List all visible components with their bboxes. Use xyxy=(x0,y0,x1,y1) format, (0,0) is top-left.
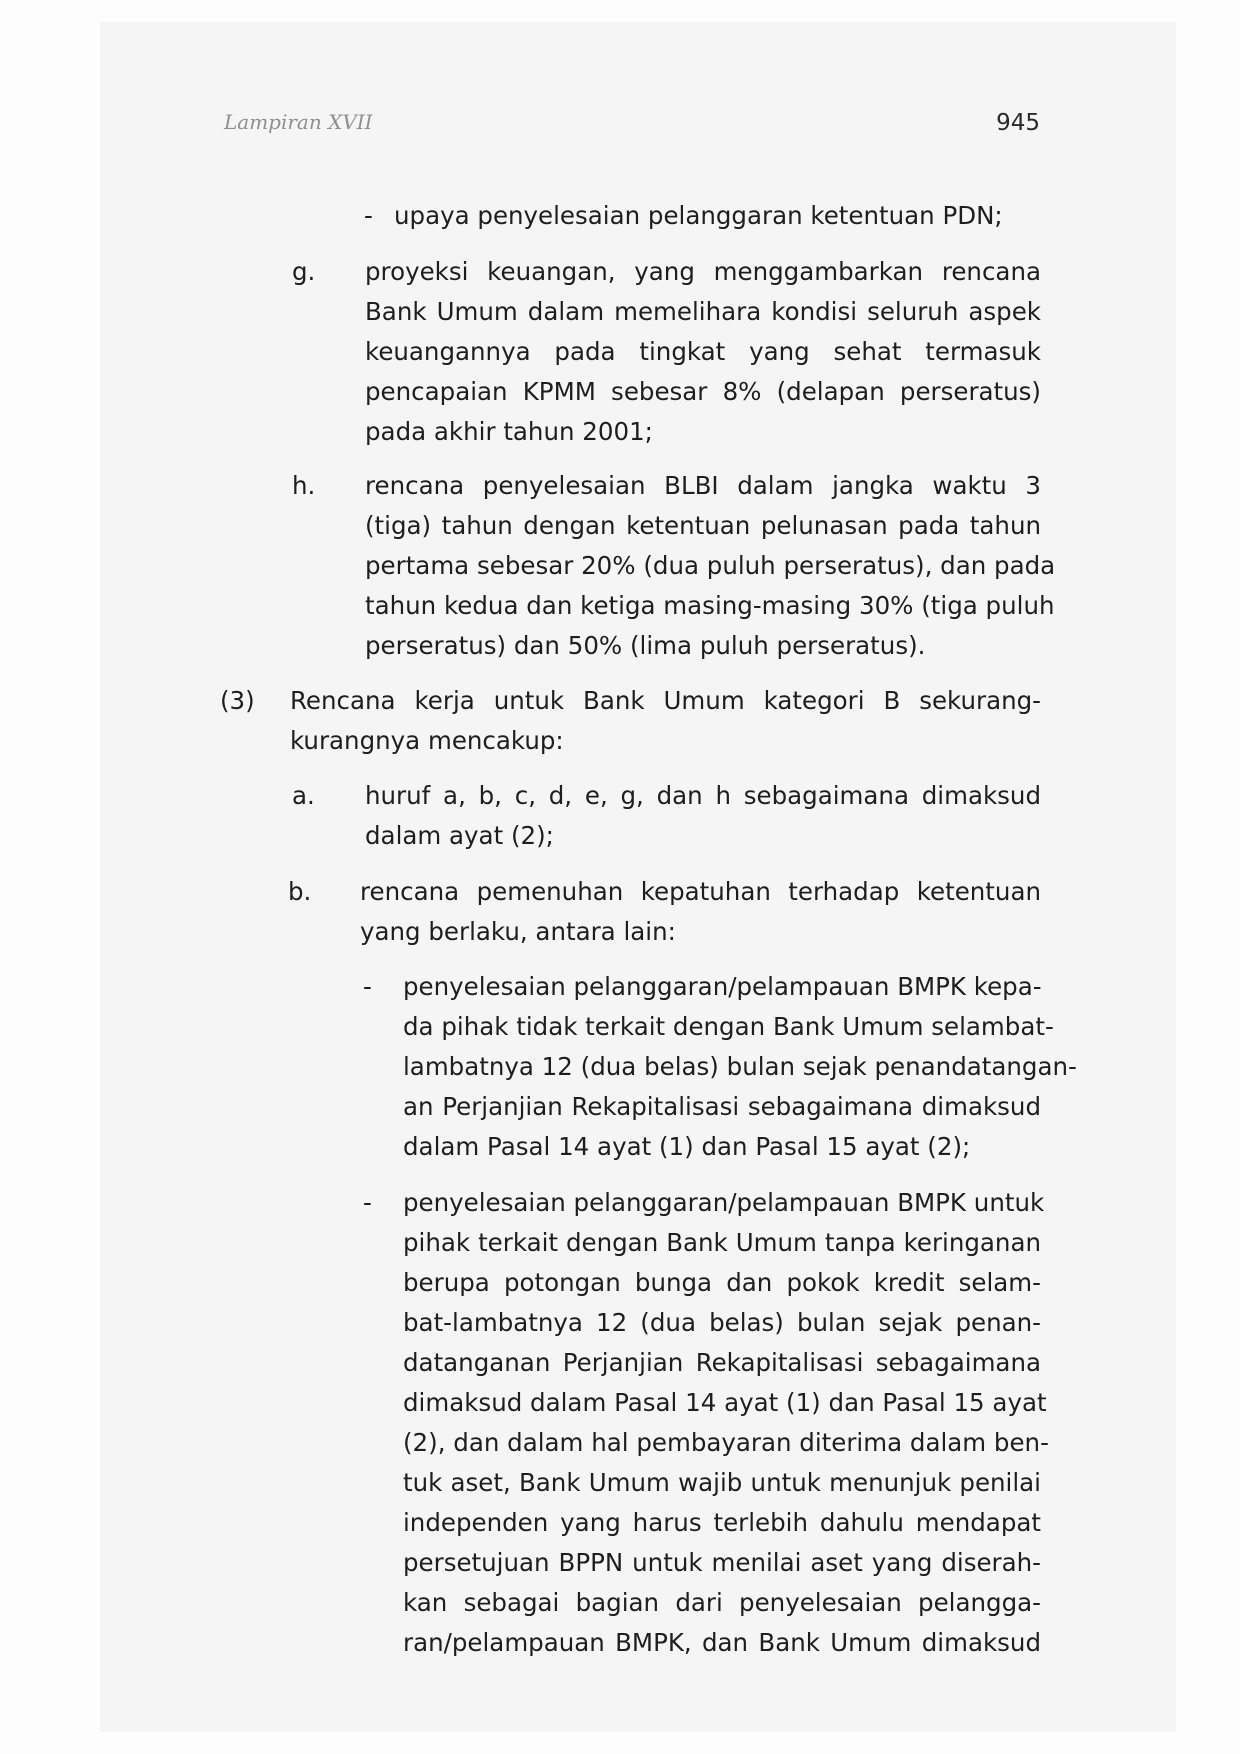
text-line: (tiga) tahun dengan ketentuan pelunasan pada tahun xyxy=(365,511,1041,540)
text-line: lambatnya 12 (dua belas) bulan sejak penandatangan- xyxy=(403,1052,1077,1081)
text-line: tahun kedua dan ketiga masing-masing 30% (tiga puluh xyxy=(365,591,1055,620)
text-line: (2), dan dalam hal pembayaran diterima dalam ben- xyxy=(403,1428,1049,1457)
text-line: kurangnya mencakup: xyxy=(290,726,564,755)
list-dash: - xyxy=(363,972,372,1001)
text-line: dalam ayat (2); xyxy=(365,821,554,850)
text-line: upaya penyelesaian pelanggaran ketentuan PDN; xyxy=(394,201,1003,230)
page-header xyxy=(224,106,1040,146)
list-label-a: a. xyxy=(292,781,315,810)
list-dash: - xyxy=(364,201,373,230)
text-line: dalam Pasal 14 ayat (1) dan Pasal 15 ayat (2); xyxy=(403,1132,971,1161)
paragraph-number-3: (3) xyxy=(220,686,255,715)
text-line: an Perjanjian Rekapitalisasi sebagaimana dimaksud xyxy=(403,1092,1041,1121)
text-line: dimaksud dalam Pasal 14 ayat (1) dan Pasal 15 ayat xyxy=(403,1388,1047,1417)
text-line: berupa potongan bunga dan pokok kredit selam- xyxy=(403,1268,1041,1297)
text-line: penyelesaian pelanggaran/pelampauan BMPK untuk xyxy=(403,1188,1045,1217)
list-label-g: g. xyxy=(292,257,316,286)
text-line: tuk aset, Bank Umum wajib untuk menunjuk penilai xyxy=(403,1468,1041,1497)
text-line: huruf a, b, c, d, e, g, dan h sebagaimana dimaksud xyxy=(365,781,1041,810)
page-number: 945 xyxy=(996,110,1040,136)
text-line: proyeksi keuangan, yang menggambarkan rencana xyxy=(365,257,1041,286)
list-label-h: h. xyxy=(292,471,316,500)
text-line: independen yang harus terlebih dahulu mendapat xyxy=(403,1508,1041,1537)
running-head: Lampiran XVII xyxy=(224,110,373,134)
text-line: keuangannya pada tingkat yang sehat termasuk xyxy=(365,337,1041,366)
text-line: persetujuan BPPN untuk menilai aset yang diserah- xyxy=(403,1548,1041,1577)
list-dash: - xyxy=(363,1188,372,1217)
text-line: pencapaian KPMM sebesar 8% (delapan perseratus) xyxy=(365,377,1041,406)
text-line: kan sebagai bagian dari penyelesaian pelangga- xyxy=(403,1588,1041,1617)
text-line: rencana penyelesaian BLBI dalam jangka waktu 3 xyxy=(365,471,1041,500)
text-line: Bank Umum dalam memelihara kondisi seluruh aspek xyxy=(365,297,1041,326)
text-line: ran/pelampauan BMPK, dan Bank Umum dimaksud xyxy=(403,1628,1041,1657)
list-label-b: b. xyxy=(288,877,312,906)
text-line: penyelesaian pelanggaran/pelampauan BMPK kepa- xyxy=(403,972,1042,1001)
text-line: Rencana kerja untuk Bank Umum kategori B sekurang- xyxy=(290,686,1041,715)
text-line: da pihak tidak terkait dengan Bank Umum selambat- xyxy=(403,1012,1054,1041)
text-line: rencana pemenuhan kepatuhan terhadap ketentuan xyxy=(360,877,1041,906)
text-line: perseratus) dan 50% (lima puluh perseratus). xyxy=(365,631,926,660)
text-line: bat-lambatnya 12 (dua belas) bulan sejak penan- xyxy=(403,1308,1041,1337)
text-line: yang berlaku, antara lain: xyxy=(360,917,676,946)
text-line: datanganan Perjanjian Rekapitalisasi sebagaimana xyxy=(403,1348,1041,1377)
text-line: pada akhir tahun 2001; xyxy=(365,417,653,446)
text-line: pihak terkait dengan Bank Umum tanpa keringanan xyxy=(403,1228,1041,1257)
text-line: pertama sebesar 20% (dua puluh perseratus), dan pada xyxy=(365,551,1056,580)
